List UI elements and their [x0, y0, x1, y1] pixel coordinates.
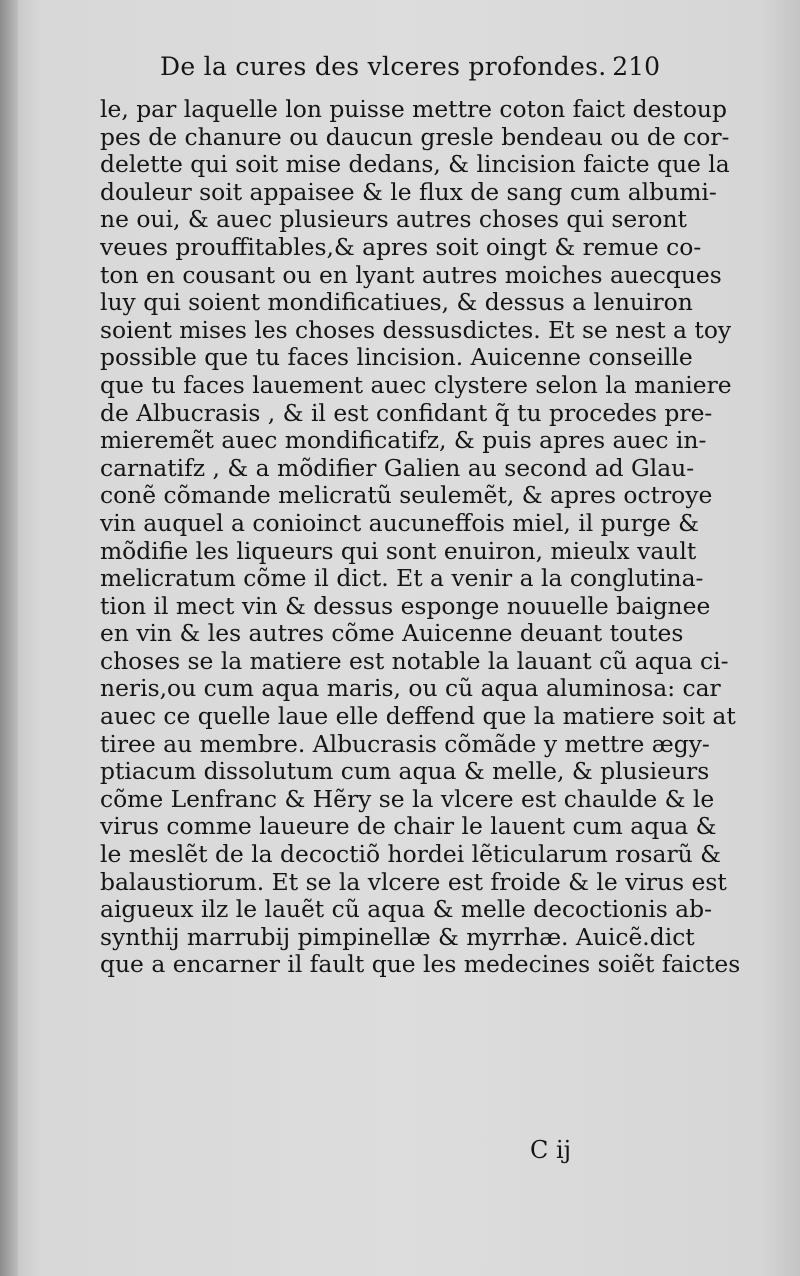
text-line: ton en cousant ou en lyant autres moiches auecques: [100, 260, 722, 289]
text-line: balaustiorum. Et se la vlcere est froide & le virus est: [100, 867, 727, 896]
text-line: virus comme laueure de chair le lauent cum aqua &: [100, 812, 717, 841]
text-line: en vin & les autres cõme Auicenne deuant toutes: [100, 619, 684, 648]
text-line: neris,ou cum aqua maris, ou cũ aqua aluminosa: car: [100, 674, 721, 703]
text-line: que a encarner il fault que les medecines soiẽt faictes: [100, 950, 741, 979]
text-line: ptiacum dissolutum cum aqua & melle, & plusieurs: [100, 757, 710, 786]
text-line: tiree au membre. Albucrasis cõmãde y mettre ægy-: [100, 729, 710, 758]
text-line: soient mises les choses dessusdictes. Et se nest a toy: [100, 315, 732, 344]
text-line: luy qui soient mondificatiues, & dessus a lenuiron: [100, 288, 693, 317]
text-line: pes de chanure ou daucun gresle bendeau ou de cor-: [100, 122, 730, 151]
page-header: [160, 52, 660, 86]
text-line: le, par laquelle lon puisse mettre coton faict destoup: [100, 95, 727, 123]
text-line: melicratum cõme il dict. Et a venir a la conglutina-: [100, 564, 704, 593]
text-line: carnatifz , & a mõdifier Galien au second ad Glau-: [100, 453, 695, 482]
text-line: vin auquel a conioinct aucuneffois miel, il purge &: [100, 508, 699, 537]
running-title: De la cures des vlceres profondes.: [160, 52, 607, 81]
text-line: que tu faces lauement auec clystere selon la maniere: [100, 370, 732, 399]
text-line: mieremẽt auec mondificatifz, & puis apres auec in-: [100, 426, 707, 455]
body-text: [100, 95, 741, 979]
text-line: tion il mect vin & dessus esponge nouuelle baignee: [100, 591, 711, 620]
text-line: possible que tu faces lincision. Auicenne conseille: [100, 343, 693, 372]
folio-number: 210: [612, 52, 660, 81]
text-line: le meslẽt de la decoctiõ hordei lẽticularum rosarũ &: [100, 840, 721, 869]
text-line: douleur soit appaisee & le flux de sang cum albumi-: [100, 177, 717, 206]
text-line: ne oui, & auec plusieurs autres choses qui seront: [100, 205, 687, 234]
text-line: aigueux ilz le lauẽt cũ aqua & melle decoctionis ab-: [100, 895, 712, 924]
text-line: delette qui soit mise dedans, & lincision faicte que la: [100, 150, 730, 179]
text-line: auec ce quelle laue elle deffend que la matiere soit at: [100, 702, 736, 731]
text-line: de Albucrasis , & il est confidant q̃ tu procedes pre-: [100, 398, 713, 427]
page-gutter-shadow: [0, 0, 18, 1276]
text-line: mõdifie les liqueurs qui sont enuiron, mieulx vault: [100, 536, 697, 565]
text-line: synthij marrubij pimpinellæ & myrrhæ. Auicẽ.dict: [100, 922, 695, 951]
text-line: choses se la matiere est notable la lauant cũ aqua ci-: [100, 646, 729, 675]
text-line: veues prouffitables,& apres soit oingt & remue co-: [100, 232, 702, 261]
text-line: conẽ cõmande melicratũ seulemẽt, & apres octroye: [100, 481, 713, 510]
text-line: cõme Lenfranc & Hẽry se la vlcere est chaulde & le: [100, 784, 715, 813]
signature-mark: C ij: [530, 1136, 572, 1164]
